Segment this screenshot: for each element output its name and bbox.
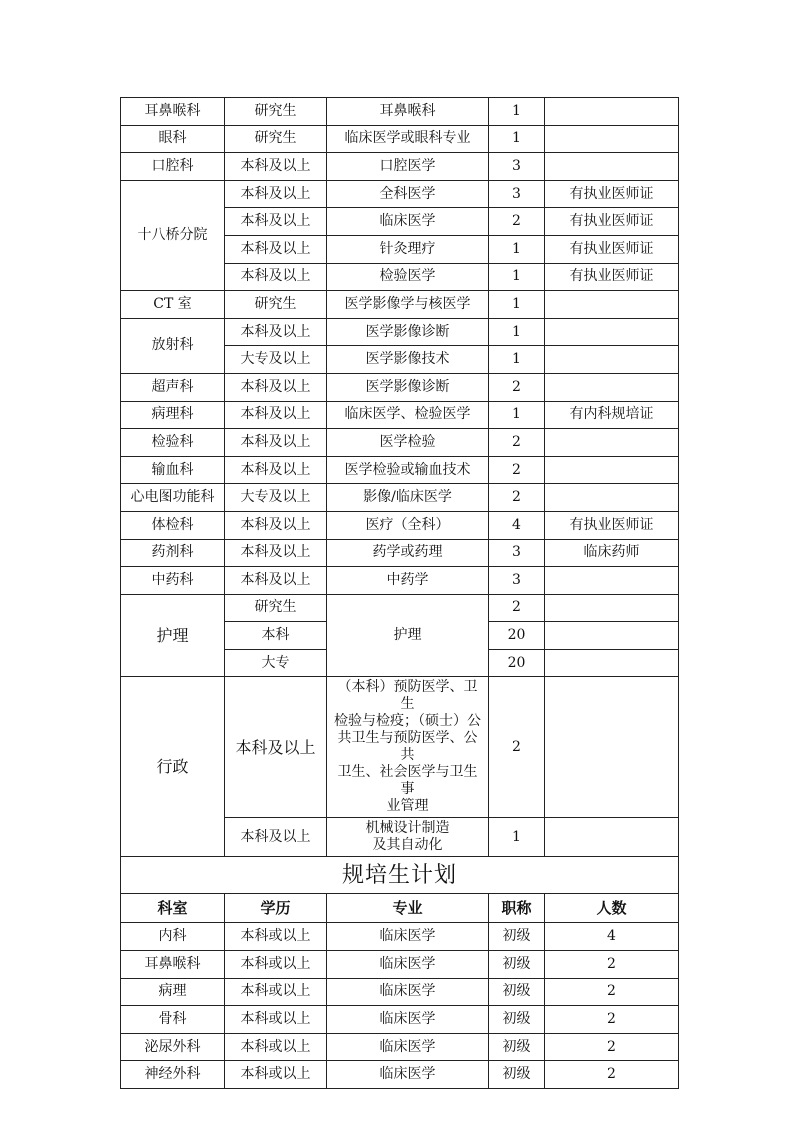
count-cell: 2 <box>489 429 545 457</box>
edu-cell: 大专 <box>225 649 327 677</box>
note-cell <box>545 484 679 512</box>
major-line: 业管理 <box>386 798 429 815</box>
edu-cell: 本科或以上 <box>225 1033 327 1061</box>
major-cell: 临床医学 <box>327 208 489 236</box>
edu-cell: 本科及以上 <box>225 456 327 484</box>
count-cell: 2 <box>545 951 679 979</box>
note-cell <box>545 346 679 374</box>
edu-cell: 本科或以上 <box>225 1061 327 1089</box>
major-line: （本科）预防医学、卫生 <box>337 679 478 713</box>
count-cell: 20 <box>489 622 545 650</box>
edu-cell: 大专及以上 <box>225 484 327 512</box>
note-cell <box>545 291 679 319</box>
count-cell: 3 <box>489 180 545 208</box>
note-cell <box>545 153 679 181</box>
dept-cell: 泌尿外科 <box>121 1033 225 1061</box>
major-cell: 临床医学 <box>327 1033 489 1061</box>
major-cell: 医学检验或输血技术 <box>327 456 489 484</box>
major-cell: 临床医学 <box>327 1006 489 1034</box>
dept-cell: 骨科 <box>121 1006 225 1034</box>
dept-cell: 中药科 <box>121 567 225 595</box>
edu-cell: 研究生 <box>225 98 327 126</box>
count-cell: 1 <box>489 318 545 346</box>
table-row <box>121 1061 679 1089</box>
edu-cell: 大专及以上 <box>225 346 327 374</box>
table-row <box>121 429 679 457</box>
dept-cell: 心电图功能科 <box>121 484 225 512</box>
edu-cell: 本科或以上 <box>225 951 327 979</box>
dept-cell: 超声科 <box>121 373 225 401</box>
major-cell: 针灸理疗 <box>327 235 489 263</box>
note-cell <box>545 818 679 857</box>
major-cell: 医疗（全科） <box>327 511 489 539</box>
major-cell: 临床医学、检验医学 <box>327 401 489 429</box>
column-header: 专业 <box>327 894 489 923</box>
count-cell: 1 <box>489 818 545 857</box>
dept-cell: 内科 <box>121 923 225 951</box>
major-line: 共卫生与预防医学、公共 <box>337 730 478 764</box>
count-cell: 2 <box>489 208 545 236</box>
note-cell: 有执业医师证 <box>545 180 679 208</box>
edu-cell: 本科及以上 <box>225 208 327 236</box>
header-row <box>121 894 679 923</box>
dept-cell-admin: 行政 <box>121 677 225 857</box>
dept-cell: 口腔科 <box>121 153 225 181</box>
major-cell: 药学或药理 <box>327 539 489 567</box>
count-cell: 1 <box>489 235 545 263</box>
dept-cell: 耳鼻喉科 <box>121 98 225 126</box>
edu-cell: 本科及以上 <box>225 429 327 457</box>
table-row <box>121 291 679 319</box>
dept-cell: 眼科 <box>121 125 225 153</box>
table-row <box>121 1006 679 1034</box>
major-cell-nursing: 护理 <box>327 594 489 677</box>
note-cell: 有执业医师证 <box>545 235 679 263</box>
table-row <box>121 318 679 346</box>
major-cell: 临床医学 <box>327 1061 489 1089</box>
major-cell: 全科医学 <box>327 180 489 208</box>
note-cell <box>545 125 679 153</box>
count-cell: 2 <box>545 1006 679 1034</box>
title-cell: 初级 <box>489 1006 545 1034</box>
table-row <box>121 180 679 208</box>
count-cell: 2 <box>545 1033 679 1061</box>
edu-cell: 本科及以上 <box>225 539 327 567</box>
note-cell <box>545 622 679 650</box>
major-cell: 临床医学 <box>327 951 489 979</box>
count-cell: 4 <box>489 511 545 539</box>
dept-cell: 体检科 <box>121 511 225 539</box>
dept-cell-radiology: 放射科 <box>121 318 225 373</box>
note-cell <box>545 649 679 677</box>
edu-cell: 研究生 <box>225 291 327 319</box>
edu-cell: 本科及以上 <box>225 818 327 857</box>
major-cell: 医学影像技术 <box>327 346 489 374</box>
column-header: 职称 <box>489 894 545 923</box>
count-cell: 2 <box>489 594 545 622</box>
note-cell <box>545 318 679 346</box>
count-cell: 1 <box>489 291 545 319</box>
table-row <box>121 951 679 979</box>
major-cell-multiline <box>327 677 489 818</box>
note-cell: 有执业医师证 <box>545 263 679 291</box>
edu-cell: 本科及以上 <box>225 318 327 346</box>
major-cell: 检验医学 <box>327 263 489 291</box>
edu-cell: 本科及以上 <box>225 677 327 818</box>
table-row <box>121 677 679 818</box>
major-cell: 耳鼻喉科 <box>327 98 489 126</box>
title-cell: 初级 <box>489 923 545 951</box>
table-row <box>121 125 679 153</box>
edu-cell: 本科及以上 <box>225 401 327 429</box>
dept-cell: 耳鼻喉科 <box>121 951 225 979</box>
major-line: 机械设计制造 <box>365 820 450 837</box>
column-header: 人数 <box>545 894 679 923</box>
dept-cell-branch: 十八桥分院 <box>121 180 225 290</box>
title-cell: 初级 <box>489 978 545 1006</box>
dept-cell: 病理科 <box>121 401 225 429</box>
major-cell: 影像/临床医学 <box>327 484 489 512</box>
table-row <box>121 923 679 951</box>
section-title: 规培生计划 <box>121 857 679 894</box>
note-cell <box>545 594 679 622</box>
table-row <box>121 484 679 512</box>
count-cell: 1 <box>489 346 545 374</box>
recruitment-table <box>120 97 679 1089</box>
table-row <box>121 401 679 429</box>
dept-cell: 神经外科 <box>121 1061 225 1089</box>
edu-cell: 研究生 <box>225 594 327 622</box>
count-cell: 2 <box>545 1061 679 1089</box>
dept-cell-nursing: 护理 <box>121 594 225 677</box>
note-cell: 有执业医师证 <box>545 511 679 539</box>
count-cell: 1 <box>489 263 545 291</box>
major-cell: 医学影像学与核医学 <box>327 291 489 319</box>
major-cell: 中药学 <box>327 567 489 595</box>
table-row <box>121 511 679 539</box>
count-cell: 2 <box>489 456 545 484</box>
note-cell: 临床药师 <box>545 539 679 567</box>
column-header: 科室 <box>121 894 225 923</box>
dept-cell: 检验科 <box>121 429 225 457</box>
count-cell: 2 <box>545 978 679 1006</box>
note-cell: 有执业医师证 <box>545 208 679 236</box>
major-cell: 口腔医学 <box>327 153 489 181</box>
edu-cell: 本科及以上 <box>225 567 327 595</box>
edu-cell: 本科 <box>225 622 327 650</box>
major-cell: 医学影像诊断 <box>327 318 489 346</box>
major-cell: 临床医学或眼科专业 <box>327 125 489 153</box>
note-cell <box>545 456 679 484</box>
column-header: 学历 <box>225 894 327 923</box>
note-cell <box>545 567 679 595</box>
table-row <box>121 594 679 622</box>
major-cell: 医学影像诊断 <box>327 373 489 401</box>
count-cell: 2 <box>489 677 545 818</box>
edu-cell: 本科或以上 <box>225 1006 327 1034</box>
major-line: 卫生、社会医学与卫生事 <box>337 764 478 798</box>
note-cell <box>545 373 679 401</box>
edu-cell: 本科及以上 <box>225 263 327 291</box>
edu-cell: 本科及以上 <box>225 235 327 263</box>
dept-cell: 药剂科 <box>121 539 225 567</box>
note-cell <box>545 98 679 126</box>
major-line: 检验与检疫；（硕士）公 <box>334 713 481 730</box>
note-cell <box>545 677 679 818</box>
table-row <box>121 539 679 567</box>
count-cell: 3 <box>489 153 545 181</box>
count-cell: 2 <box>489 373 545 401</box>
note-cell: 有内科规培证 <box>545 401 679 429</box>
title-cell: 初级 <box>489 1061 545 1089</box>
edu-cell: 本科及以上 <box>225 373 327 401</box>
count-cell: 3 <box>489 567 545 595</box>
edu-cell: 本科及以上 <box>225 180 327 208</box>
section-title-row <box>121 857 679 894</box>
count-cell: 3 <box>489 539 545 567</box>
count-cell: 20 <box>489 649 545 677</box>
count-cell: 1 <box>489 401 545 429</box>
title-cell: 初级 <box>489 951 545 979</box>
dept-cell: 病理 <box>121 978 225 1006</box>
table-row <box>121 1033 679 1061</box>
edu-cell: 本科及以上 <box>225 153 327 181</box>
edu-cell: 本科或以上 <box>225 923 327 951</box>
note-cell <box>545 429 679 457</box>
major-line: 及其自动化 <box>372 837 443 854</box>
count-cell: 1 <box>489 98 545 126</box>
count-cell: 1 <box>489 125 545 153</box>
table-row <box>121 978 679 1006</box>
major-cell-multiline <box>327 818 489 857</box>
edu-cell: 本科或以上 <box>225 978 327 1006</box>
dept-cell: 输血科 <box>121 456 225 484</box>
count-cell: 4 <box>545 923 679 951</box>
table-row <box>121 567 679 595</box>
major-cell: 医学检验 <box>327 429 489 457</box>
count-cell: 2 <box>489 484 545 512</box>
table-row <box>121 373 679 401</box>
table-row <box>121 153 679 181</box>
table-row <box>121 98 679 126</box>
edu-cell: 研究生 <box>225 125 327 153</box>
dept-cell: CT 室 <box>121 291 225 319</box>
table-row <box>121 456 679 484</box>
title-cell: 初级 <box>489 1033 545 1061</box>
edu-cell: 本科及以上 <box>225 511 327 539</box>
major-cell: 临床医学 <box>327 978 489 1006</box>
major-cell: 临床医学 <box>327 923 489 951</box>
